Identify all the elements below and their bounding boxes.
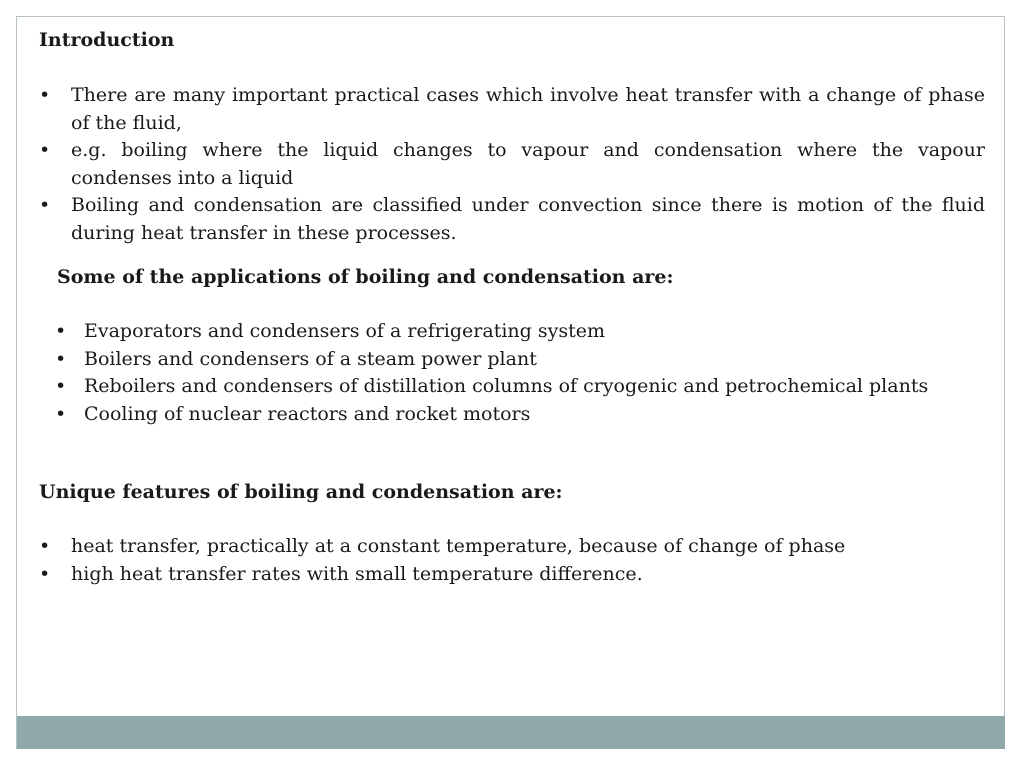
bullet-icon: • xyxy=(39,562,51,585)
list-item xyxy=(39,137,985,192)
list-item xyxy=(39,82,985,137)
list-item xyxy=(55,401,984,429)
bullet-icon: • xyxy=(55,347,67,370)
list-item xyxy=(55,318,984,346)
features-heading: Unique features of boiling and condensation are: xyxy=(39,481,563,503)
bullet-icon: • xyxy=(39,139,51,161)
list-item-text: high heat transfer rates with small temperature difference. xyxy=(71,562,643,585)
list-item-text: Reboilers and condensers of distillation columns of cryogenic and petrochemical plants xyxy=(84,375,929,397)
list-item xyxy=(55,346,984,374)
bullet-icon: • xyxy=(55,320,67,342)
list-item-text: There are many important practical cases which involve heat transfer with a change of phase of the fluid, xyxy=(71,84,985,134)
list-item-text: Evaporators and condensers of a refrigerating system xyxy=(84,320,605,342)
introduction-list xyxy=(39,82,985,247)
applications-heading: Some of the applications of boiling and condensation are: xyxy=(57,266,674,288)
list-item-text: Cooling of nuclear reactors and rocket motors xyxy=(84,402,531,425)
list-item-text: Boilers and condensers of a steam power plant xyxy=(84,347,537,370)
bullet-icon: • xyxy=(39,535,51,557)
applications-list xyxy=(55,318,984,428)
bullet-icon: • xyxy=(39,194,51,216)
list-item-text: e.g. boiling where the liquid changes to vapour and condensation where the vapour condenses into a liquid xyxy=(71,139,985,189)
bullet-icon: • xyxy=(55,375,67,397)
list-item xyxy=(55,373,984,401)
list-item xyxy=(39,192,985,247)
features-list xyxy=(39,533,985,588)
introduction-heading: Introduction xyxy=(39,29,175,51)
bullet-icon: • xyxy=(39,84,51,106)
list-item-text: heat transfer, practically at a constant temperature, because of change of phase xyxy=(71,535,846,557)
bullet-icon: • xyxy=(55,402,67,425)
list-item-text: Boiling and condensation are classified under convection since there is motion of the fluid during heat transfer in these processes. xyxy=(71,194,985,244)
list-item xyxy=(39,533,985,561)
list-item xyxy=(39,561,985,589)
